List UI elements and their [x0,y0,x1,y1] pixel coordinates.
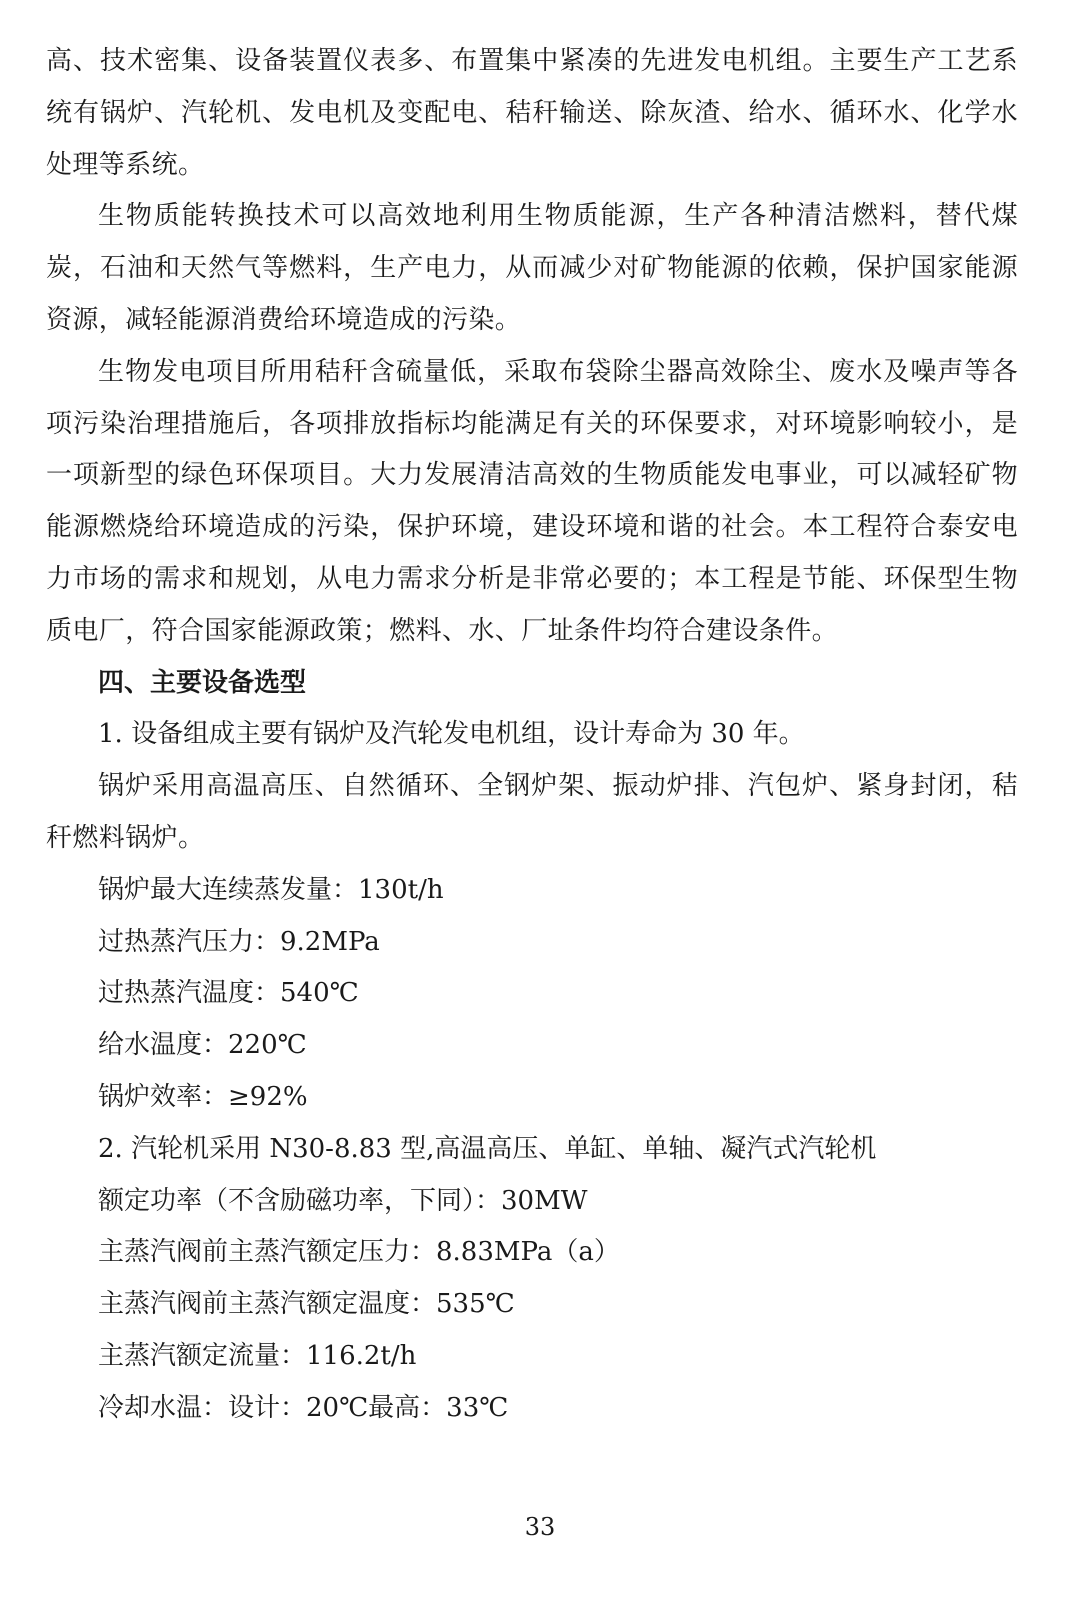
turbine-spec-flow: 主蒸汽额定流量：116.2t/h [98,1340,417,1371]
boiler-spec-temperature: 过热蒸汽温度：540℃ [98,978,359,1009]
boiler-description: 锅炉采用高温高压、自然循环、全钢炉架、振动炉排、汽包炉、紧身封闭，秸秆燃料锅炉。 [46,771,1018,853]
boiler-spec-evaporation: 锅炉最大连续蒸发量：130t/h [98,874,444,905]
turbine-spec-pressure: 主蒸汽阀前主蒸汽额定压力：8.83MPa（a） [98,1237,620,1268]
boiler-spec-feedwater: 给水温度：220℃ [98,1030,307,1061]
paragraph-project-benefits: 生物发电项目所用秸秆含硫量低，采取布袋除尘器高效除尘、废水及噪声等各项污染治理措施后，各项排放指标均能满足有关的环保要求，对环境影响较小，是一项新型的绿色环保项目。大力发展清洁高效的生物质能发电事业，可以减轻矿物能源燃烧给环境造成的污染，保护环境，建设环境和谐的社会。本工程符合泰安电力市场的需求和规划，从电力需求分析是非常必要的；本工程是节能、环保型生物质电厂，符合国家能源政策；燃料、水、厂址条件均符合建设条件。 [46,356,1018,646]
section-heading: 四、主要设备选型 [98,667,307,698]
turbine-spec-temperature: 主蒸汽阀前主蒸汽额定温度：535℃ [98,1289,515,1320]
boiler-spec-efficiency: 锅炉效率：≥92% [98,1081,308,1112]
turbine-spec-cooling-water: 冷却水温：设计：20℃最高：33℃ [98,1392,509,1423]
item-1: 1. 设备组成主要有锅炉及汽轮发电机组，设计寿命为 30 年。 [98,719,805,750]
page-body [46,36,1018,1435]
turbine-spec-power: 额定功率（不含励磁功率，下同）：30MW [98,1185,588,1216]
page-number: 33 [524,1513,556,1541]
boiler-spec-pressure: 过热蒸汽压力：9.2MPa [98,926,380,957]
paragraph-continuation: 高、技术密集、设备装置仪表多、布置集中紧凑的先进发电机组。主要生产工艺系统有锅炉、汽轮机、发电机及变配电、秸秆输送、除灰渣、给水、循环水、化学水处理等系统。 [46,46,1018,180]
paragraph-biomass-conversion: 生物质能转换技术可以高效地利用生物质能源，生产各种清洁燃料，替代煤炭，石油和天然气等燃料，生产电力，从而减少对矿物能源的依赖，保护国家能源资源，减轻能源消费给环境造成的污染。 [46,201,1018,335]
item-2: 2. 汽轮机采用 N30-8.83 型,高温高压、单缸、单轴、凝汽式汽轮机 [98,1133,877,1164]
